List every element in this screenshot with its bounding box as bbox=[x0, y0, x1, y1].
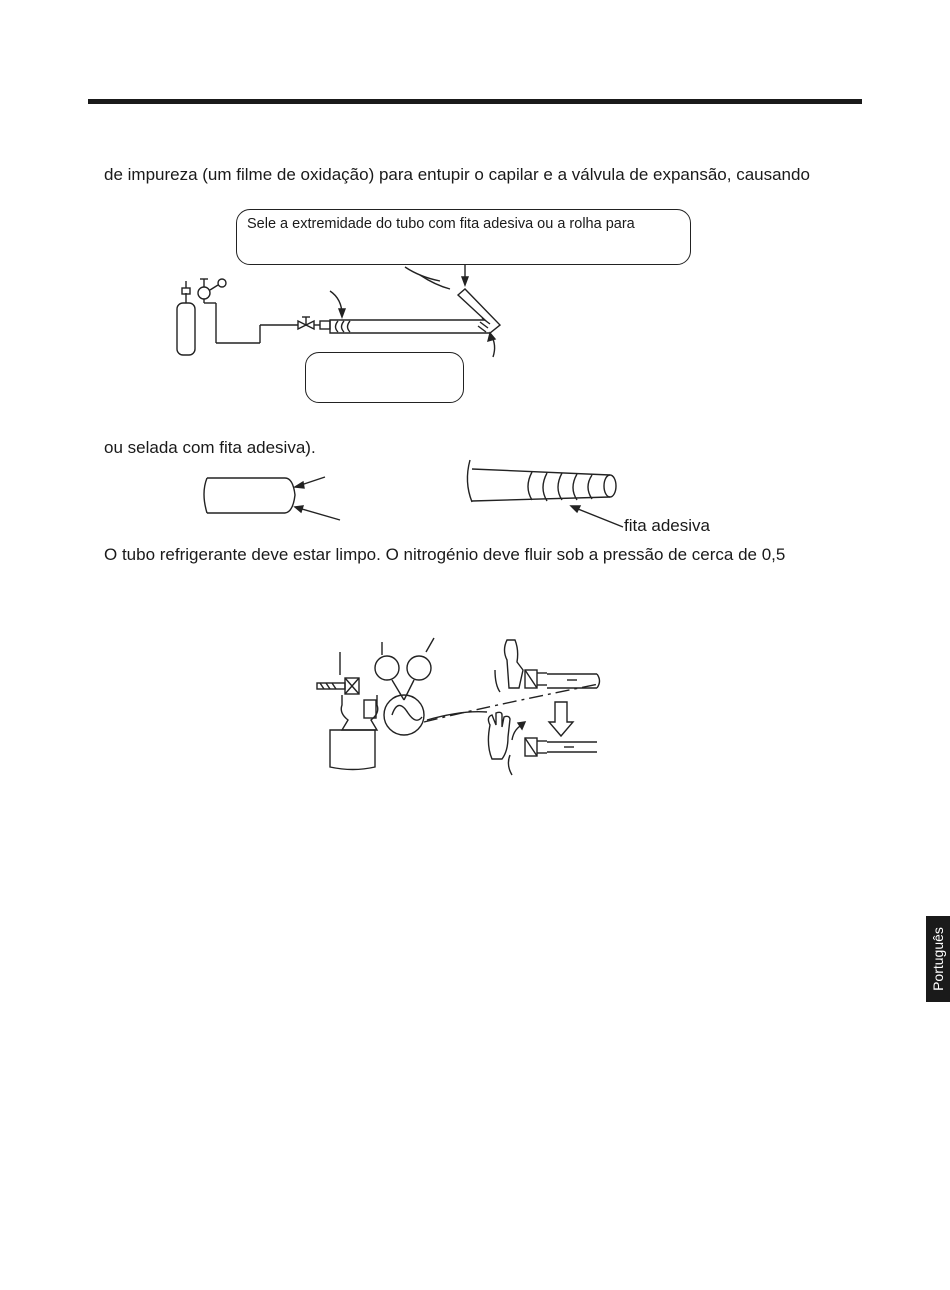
taped-pipe-icon bbox=[467, 460, 623, 527]
pinched-pipe-icon bbox=[204, 477, 340, 520]
pipe-sealing-diagram bbox=[195, 455, 635, 530]
pointer-arrows-icon bbox=[330, 265, 495, 357]
pressure-gauges-icon bbox=[364, 638, 487, 735]
language-side-tab bbox=[926, 916, 950, 1002]
callout-seal-text: Sele a extremidade do tubo com fita adesiva ou a rolha para bbox=[247, 216, 635, 232]
nitrogen-purge-diagram bbox=[160, 255, 520, 375]
hand-purge-icon bbox=[488, 640, 599, 775]
header-rule bbox=[88, 99, 862, 104]
paragraph-line-1: de impureza (um filme de oxidação) para entupir o capilar e a válvula de expansão, causando bbox=[104, 165, 810, 184]
dashed-hose-icon bbox=[424, 684, 599, 722]
language-tab-label: Português bbox=[930, 927, 947, 991]
paragraph-line-3: O tubo refrigerante deve estar limpo. O nitrogénio deve fluir sob a pressão de cerca de 0,5 bbox=[104, 545, 786, 564]
cylinder-regulator-icon bbox=[317, 652, 378, 770]
valve-icon bbox=[298, 317, 330, 329]
gauge-manifold-diagram bbox=[312, 630, 612, 780]
pipe-icon bbox=[330, 289, 500, 333]
paragraph-line-2: ou selada com fita adesiva). bbox=[104, 438, 316, 457]
nitrogen-cylinder-icon bbox=[177, 279, 298, 355]
tape-label: fita adesiva bbox=[624, 516, 710, 535]
